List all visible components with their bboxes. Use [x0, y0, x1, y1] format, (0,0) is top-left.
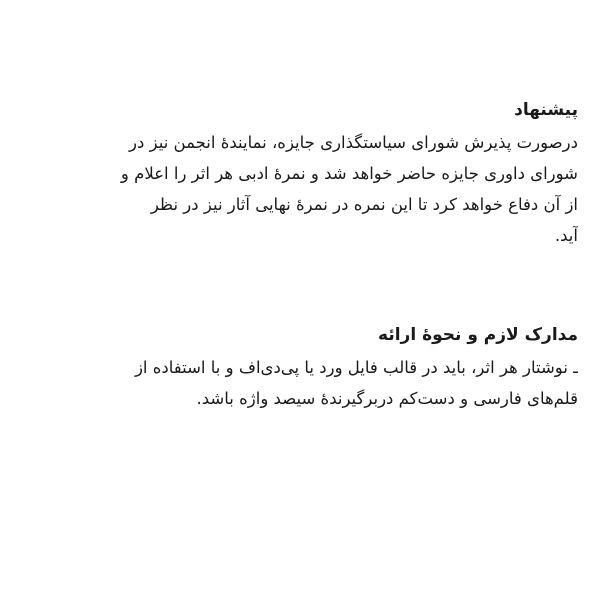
requirements-section: [18, 318, 578, 414]
paragraph-line: درصورت پذیرش شورای سیاستگذاری جایزه، نمایندۀ انجمن نیز در: [129, 133, 578, 152]
paragraph-line: قلم‌های فارسی و دست‌کم دربرگیرندۀ سیصد واژه باشد.: [196, 389, 578, 408]
section-heading: مدارک لازم و نحوۀ ارائه: [378, 325, 578, 345]
proposal-section: [18, 93, 578, 251]
paragraph-line: شورای داوری جایزه حاضر خواهد شد و نمرۀ ادبی هر اثر را اعلام و: [120, 164, 578, 183]
paragraph-line: ـ نوشتار هر اثر، باید در قالب فایل ورد یا پی‌دی‌اف و با استفاده از: [134, 358, 578, 377]
paragraph-line: از آن دفاع خواهد کرد تا این نمره در نمرۀ نهایی آثار نیز در نظر: [150, 195, 578, 214]
section-heading: پیشنهاد: [514, 100, 578, 120]
paragraph-line: آید.: [554, 226, 578, 245]
